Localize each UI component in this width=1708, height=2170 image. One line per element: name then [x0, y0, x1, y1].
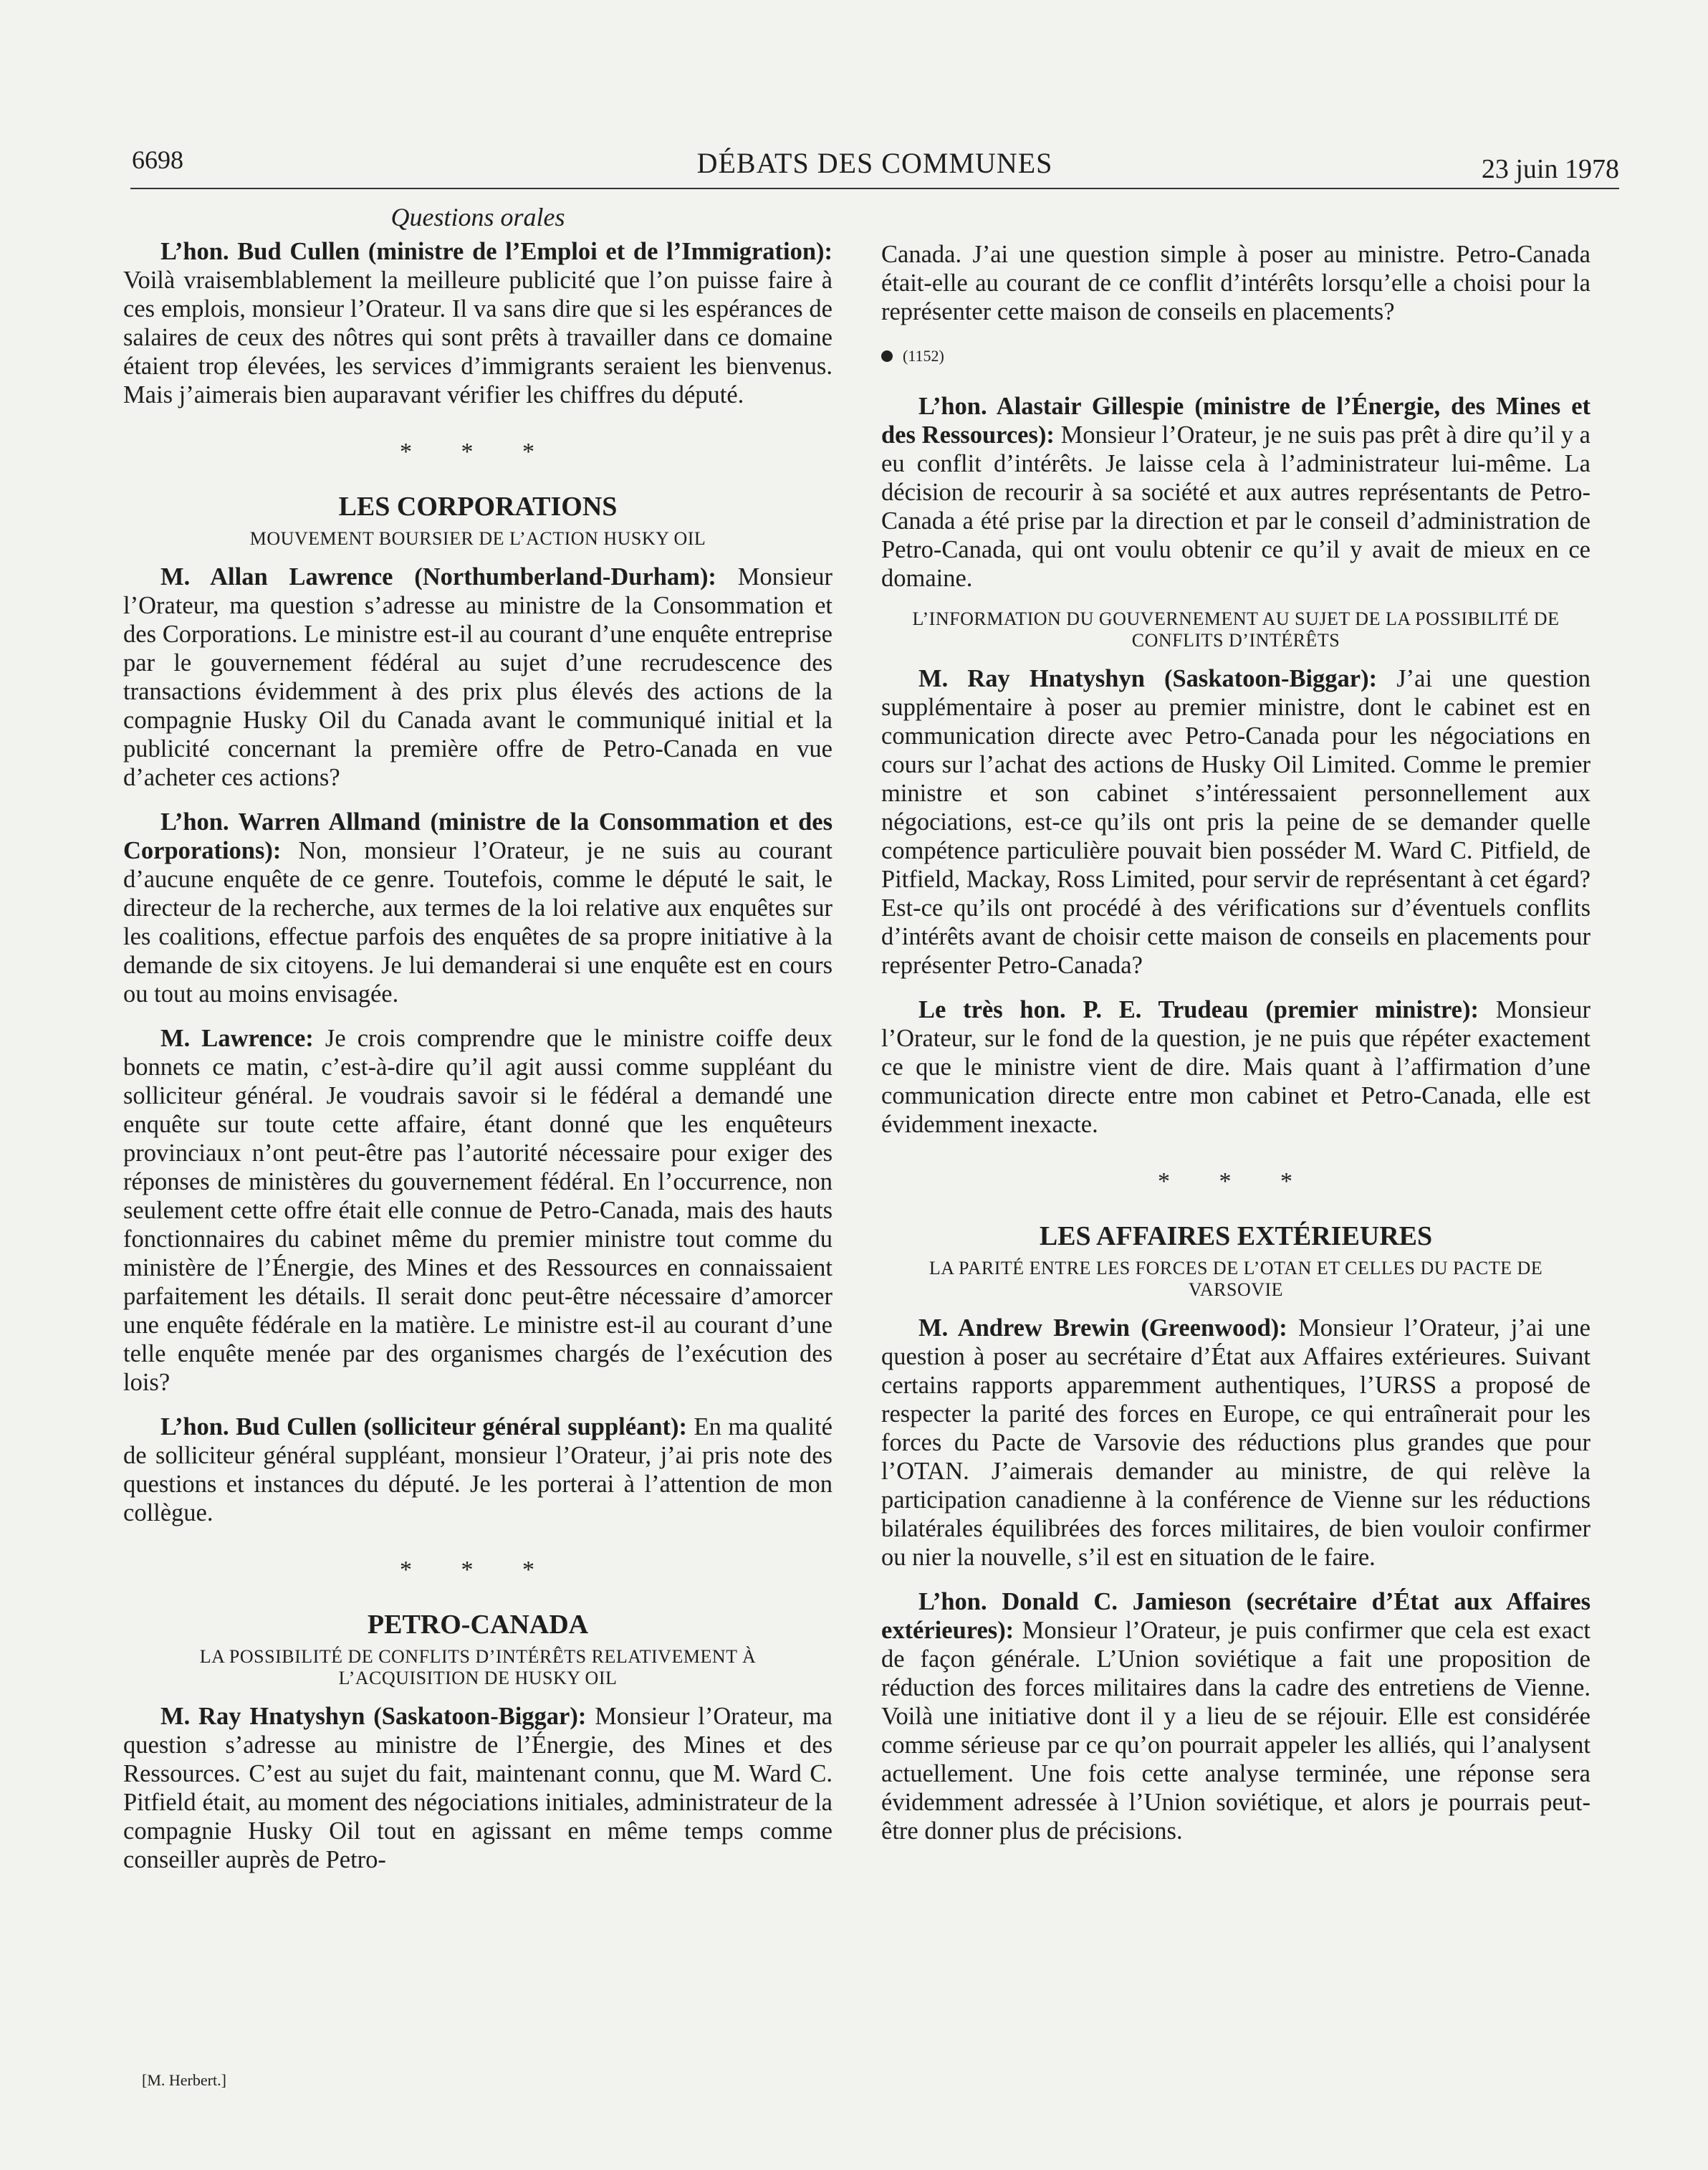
- speech-text: Monsieur l’Orateur, sur le fond de la question, je ne puis que répéter exactement ce que le ministre vient de dire. Mais quant à l’affirmation d’une communication directe entre mon cabinet et Petro-Canada, elle est évidemment inexacte.: [881, 996, 1591, 1138]
- speech-text: Non, monsieur l’Orateur, je ne suis au courant d’aucune enquête de ce genre. Toutefois, comme le député le sait, le directeur de la recherche, aux termes de la loi relative aux enquêtes sur les coalitions, effectue parfois des enquêtes de sa propre initiative à la demande de six citoyens. Je lui demanderai si une enquête est en cours ou tout au moins envisagée.: [123, 837, 833, 1008]
- speaker-name: L’hon. Warren Allmand (ministre de la Consommation et des Corporations):: [123, 808, 833, 864]
- speaker-name: M. Allan Lawrence (Northumberland-Durham):: [160, 563, 716, 591]
- speech-text: Monsieur l’Orateur, je puis confirmer que cela est exact de façon générale. L’Union soviétique a fait une proposition de réduction des forces militaires dans la cadre des entretiens de Vienne. Voilà une initiative dont il y a lieu de se réjouir. Elle est considérée comme sérieuse par ce qu’on pourrait appeler les alliés, qui l’analysent actuellement. Une fois cette analyse terminée, une réponse sera évidemment adressée à l’Union soviétique, et alors je pourrais peut-être donner plus de précisions.: [881, 1617, 1591, 1845]
- publication-date: 23 juin 1978: [1481, 154, 1619, 184]
- footer-note: [M. Herbert.]: [142, 2071, 226, 2089]
- paragraph: [123, 1024, 833, 1397]
- right-column: [881, 240, 1591, 1861]
- paragraph: [123, 1702, 833, 1874]
- paragraph: [123, 237, 833, 409]
- paragraph: [123, 808, 833, 1008]
- paragraph: [881, 664, 1591, 980]
- speech-text: Monsieur l’Orateur, ma question s’adresse au ministre de la Consommation et des Corporations. Le ministre est-il au courant d’une enquête entreprise par le gouvernement fédéral au sujet d’une recrudescence des transactions évidemment à des prix plus élevés des actions de la compagnie Husky Oil du Canada avant le communiqué initial et la publicité concernant la première offre de Petro-Canada en vue d’acheter ces actions?: [123, 563, 833, 791]
- paragraph: [123, 563, 833, 792]
- speech-text: Monsieur l’Orateur, j’ai une question à poser au secrétaire d’État aux Affaires extérieures. Suivant certains rapports apparemment authentiques, l’URSS a proposé de respecter la parité des forces en Europe, ce qui entraînerait pour les forces du Pacte de Varsovie des réductions plus grandes que pour l’OTAN. J’aimerais demander au ministre, de qui relève la participation canadienne à la conférence de Vienne sur les réductions bilatérales équilibrées des forces militaires, de bien vouloir confirmer ou nier la nouvelle, s’il est en situation de le faire.: [881, 1314, 1591, 1571]
- paragraph-continuation: Canada. J’ai une question simple à poser au ministre. Petro-Canada était-elle au courant de ce conflit d’intérêts lorsqu’elle a choisi pour la représenter cette maison de conseils en placements?: [881, 241, 1591, 325]
- page-header: [130, 143, 1619, 189]
- speech-text: En ma qualité de solliciteur général suppléant, monsieur l’Orateur, j’ai pris note des questions et instances du député. Je les porterai à l’attention de mon collègue.: [123, 1413, 833, 1526]
- left-column: [123, 197, 833, 1890]
- section-heading: LES AFFAIRES EXTÉRIEURES: [1039, 1221, 1433, 1251]
- speaker-name: M. Andrew Brewin (Greenwood):: [918, 1314, 1287, 1342]
- paragraph: [881, 1314, 1591, 1572]
- time-stamp: (1152): [903, 347, 944, 365]
- subsection-heading: L’INFORMATION DU GOUVERNEMENT AU SUJET DE LA POSSIBILITÉ DE CONFLITS D’INTÉRÊTS: [912, 608, 1560, 651]
- section-heading: PETRO-CANADA: [367, 1610, 589, 1640]
- speaker-name: L’hon. Alastair Gillespie (ministre de l’Énergie, des Mines et des Ressources):: [881, 393, 1591, 449]
- rubric-title: Questions orales: [390, 203, 565, 231]
- speech-text: J’ai une question supplémentaire à poser au premier ministre, dont le cabinet est en communication directe avec Petro-Canada pour les négociations en cours sur l’achat des actions de Husky Oil Limited. Comme le premier ministre et son cabinet s’intéressaient personnellement aux négociations, est-ce qu’ils ont pris la peine de se demander quelle compétence particulière pouvait bien posséder M. Ward C. Pitfield, de Pitfield, Mackay, Ross Limited, pour servir de représentant à cet égard? Est-ce qu’ils ont procédé à des vérifications sur d’éventuels conflits d’intérêts avant de choisir cette maison de conseils en placements pour représenter Petro-Canada?: [881, 665, 1591, 979]
- speaker-name: L’hon. Bud Cullen (ministre de l’Emploi et de l’Immigration):: [160, 238, 833, 265]
- section-divider: * * *: [1158, 1168, 1314, 1195]
- paragraph: [881, 392, 1591, 593]
- speech-text: Monsieur l’Orateur, ma question s’adresse au ministre de l’Énergie, des Mines et des Ressources. C’est au sujet du fait, maintenant connu, que M. Ward C. Pitfield était, au moment des négociations initiales, administrateur de la compagnie Husky Oil tout en agissant en même temps comme conseiller auprès de Petro-: [123, 1703, 833, 1873]
- speaker-name: M. Ray Hnatyshyn (Saskatoon-Biggar):: [160, 1703, 587, 1730]
- speaker-name: L’hon. Bud Cullen (solliciteur général suppléant):: [160, 1413, 687, 1440]
- speaker-name: M. Lawrence:: [160, 1025, 314, 1052]
- section-divider: * * *: [400, 1557, 556, 1583]
- paragraph: [123, 1413, 833, 1527]
- paragraph: [881, 995, 1591, 1139]
- publication-title: DÉBATS DES COMMUNES: [696, 147, 1053, 179]
- speaker-name: L’hon. Donald C. Jamieson (secrétaire d’État aux Affaires extérieures):: [881, 1588, 1591, 1644]
- time-marker: [881, 342, 1591, 371]
- speaker-name: M. Ray Hnatyshyn (Saskatoon-Biggar):: [918, 665, 1378, 692]
- subsection-heading: LA PARITÉ ENTRE LES FORCES DE L’OTAN ET CELLES DU PACTE DE VARSOVIE: [929, 1258, 1543, 1300]
- paragraph: [881, 1587, 1591, 1845]
- section-heading: LES CORPORATIONS: [338, 492, 618, 522]
- speech-text: Voilà vraisemblablement la meilleure publicité que l’on puisse faire à ces emplois, monsieur l’Orateur. Il va sans dire que si les espérances de salaires de ceux des nôtres qui sont prêts à travailler dans ce domaine étaient trop élevées, les services d’immigrants seraient les bienvenus. Mais j’aimerais bien auparavant vérifier les chiffres du député.: [123, 267, 833, 408]
- speech-text: Je crois comprendre que le ministre coiffe deux bonnets ce matin, c’est-à-dire qu’il agit aussi comme suppléant du solliciteur général. Je voudrais savoir si le fédéral a demandé une enquête sur toute cette affaire, étant donné que les enquêteurs provinciaux n’ont peut-être pas l’autorité nécessaire pour exiger des réponses de ministères du gouvernement fédéral. En l’occurrence, non seulement cette offre était elle connue de Petro-Canada, mais des hauts fonctionnaires du cabinet même du premier ministre tout comme du ministère de l’Énergie, des Mines et des Ressources en connaissaient parfaitement les détails. Il serait donc peut-être nécessaire d’amorcer une enquête fédérale en la matière. Le ministre est-il au courant d’une telle enquête menée par des organismes chargés de l’exécution des lois?: [123, 1025, 833, 1396]
- subsection-heading: LA POSSIBILITÉ DE CONFLITS D’INTÉRÊTS RELATIVEMENT À L’ACQUISITION DE HUSKY OIL: [199, 1646, 757, 1688]
- bullet-icon: [881, 350, 893, 362]
- speaker-name: Le très hon. P. E. Trudeau (premier ministre):: [918, 996, 1479, 1023]
- speech-text: Monsieur l’Orateur, je ne suis pas prêt à dire qu’il y a eu conflit d’intérêts. Je laisse cela à l’administrateur lui-même. La décision de recourir à sa société et aux autres représentants de Petro-Canada a été prise par la direction et par le conseil d’administration de Petro-Canada, qui ont voulu obtenir ce qu’il y avait de mieux en ce domaine.: [881, 421, 1591, 592]
- page-number: 6698: [132, 145, 183, 174]
- subsection-heading: MOUVEMENT BOURSIER DE L’ACTION HUSKY OIL: [249, 528, 706, 549]
- section-divider: * * *: [400, 439, 556, 465]
